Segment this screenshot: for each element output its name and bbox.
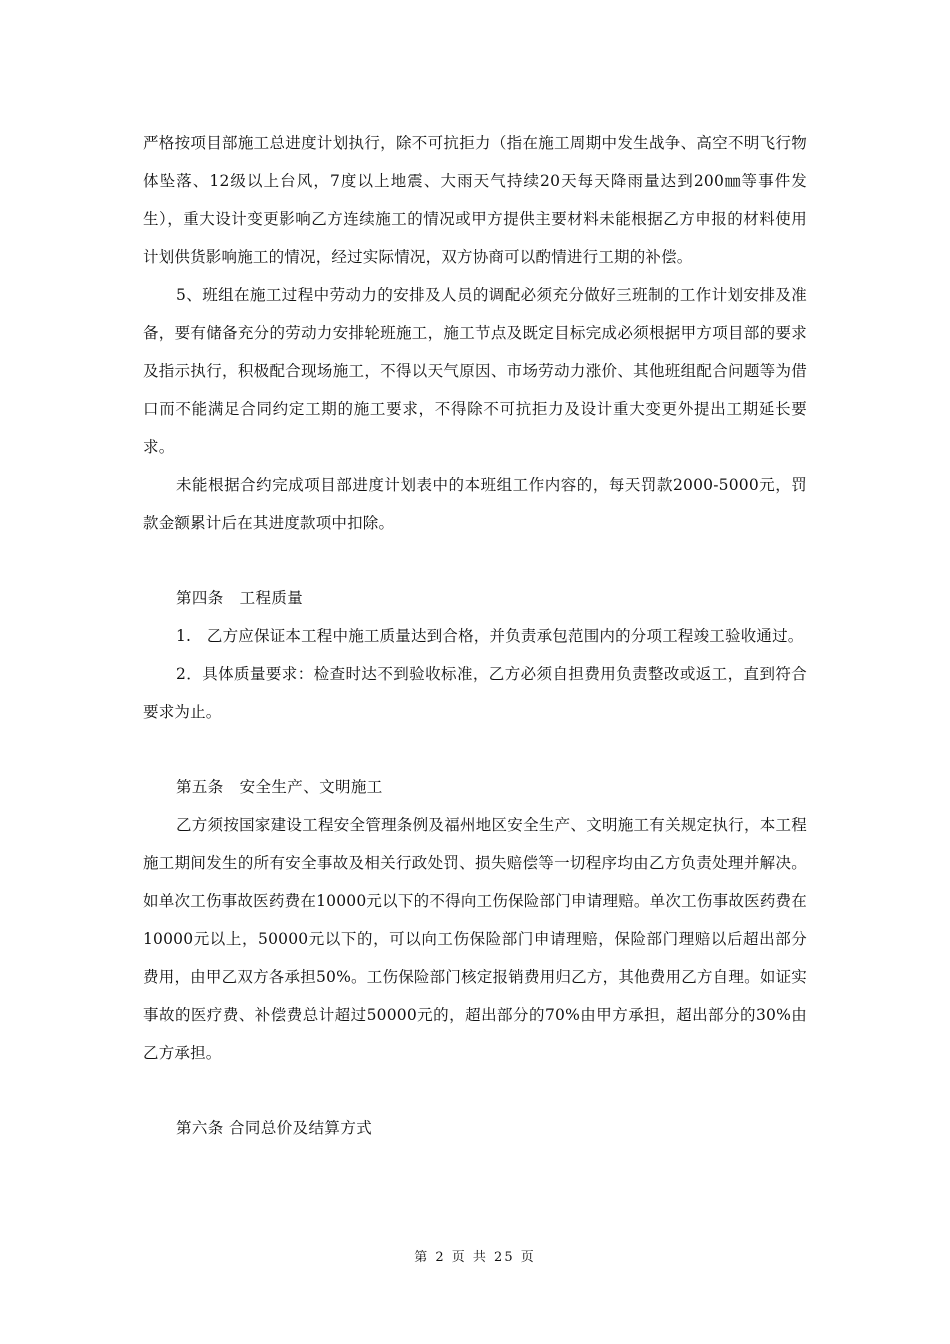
quality-item-2: 2．具体质量要求：检查时达不到验收标准，乙方必须自担费用负责整改或返工，直到符合要求为止。 — [143, 665, 807, 721]
section-heading-contract-price: 第六条 合同总价及结算方式 — [176, 1119, 373, 1137]
section-heading-quality: 第四条 工程质量 — [176, 589, 304, 607]
paragraph-labor-arrangement: 5、班组在施工过程中劳动力的安排及人员的调配必须充分做好三班制的工作计划安排及准备，要有储备充分的劳动力安排轮班施工，施工节点及既定目标完成必须根据甲方项目部的要求及指示执行，积极配合现场施工，不得以天气原因、市场劳动力涨价、其他班组配合问题等为借口而不能满足合同约定工期的施工要求，不得除不可抗拒力及设计重大变更外提出工期延长要求。 — [143, 286, 807, 456]
page-number-footer: 第 2 页 共 25 页 — [414, 1250, 536, 1265]
paragraph-penalty: 未能根据合约完成项目部进度计划表中的本班组工作内容的，每天罚款2000-5000元，罚款金额累计后在其进度款项中扣除。 — [143, 476, 807, 532]
document-body — [143, 124, 807, 1147]
safety-paragraph: 乙方须按国家建设工程安全管理条例及福州地区安全生产、文明施工有关规定执行，本工程施工期间发生的所有安全事故及相关行政处罚、损失赔偿等一切程序均由乙方负责处理并解决。如单次工伤事故医药费在10000元以下的不得向工伤保险部门申请理赔。单次工伤事故医药费在10000元以上，50000元以下的，可以向工伤保险部门申请理赔，保险部门理赔以后超出部分费用，由甲乙双方各承担50%。工伤保险部门核定报销费用归乙方，其他费用乙方自理。如证实事故的医疗费、补偿费总计超过50000元的，超出部分的70%由甲方承担，超出部分的30%由乙方承担。 — [143, 816, 807, 1062]
section-heading-safety: 第五条 安全生产、文明施工 — [176, 778, 383, 796]
quality-item-1: 1. 乙方应保证本工程中施工质量达到合格，并负责承包范围内的分项工程竣工验收通过。 — [176, 627, 804, 645]
section-spacer — [143, 1072, 807, 1109]
section-spacer — [143, 731, 807, 768]
section-spacer — [143, 542, 807, 579]
paragraph-schedule-execution: 严格按项目部施工总进度计划执行，除不可抗拒力（指在施工周期中发生战争、高空不明飞行物体坠落、12级以上台风，7度以上地震、大雨天气持续20天每天降雨量达到200㎜等事件发生），重大设计变更影响乙方连续施工的情况或甲方提供主要材料未能根据乙方申报的材料使用计划供货影响施工的情况，经过实际情况，双方协商可以酌情进行工期的补偿。 — [143, 134, 807, 266]
